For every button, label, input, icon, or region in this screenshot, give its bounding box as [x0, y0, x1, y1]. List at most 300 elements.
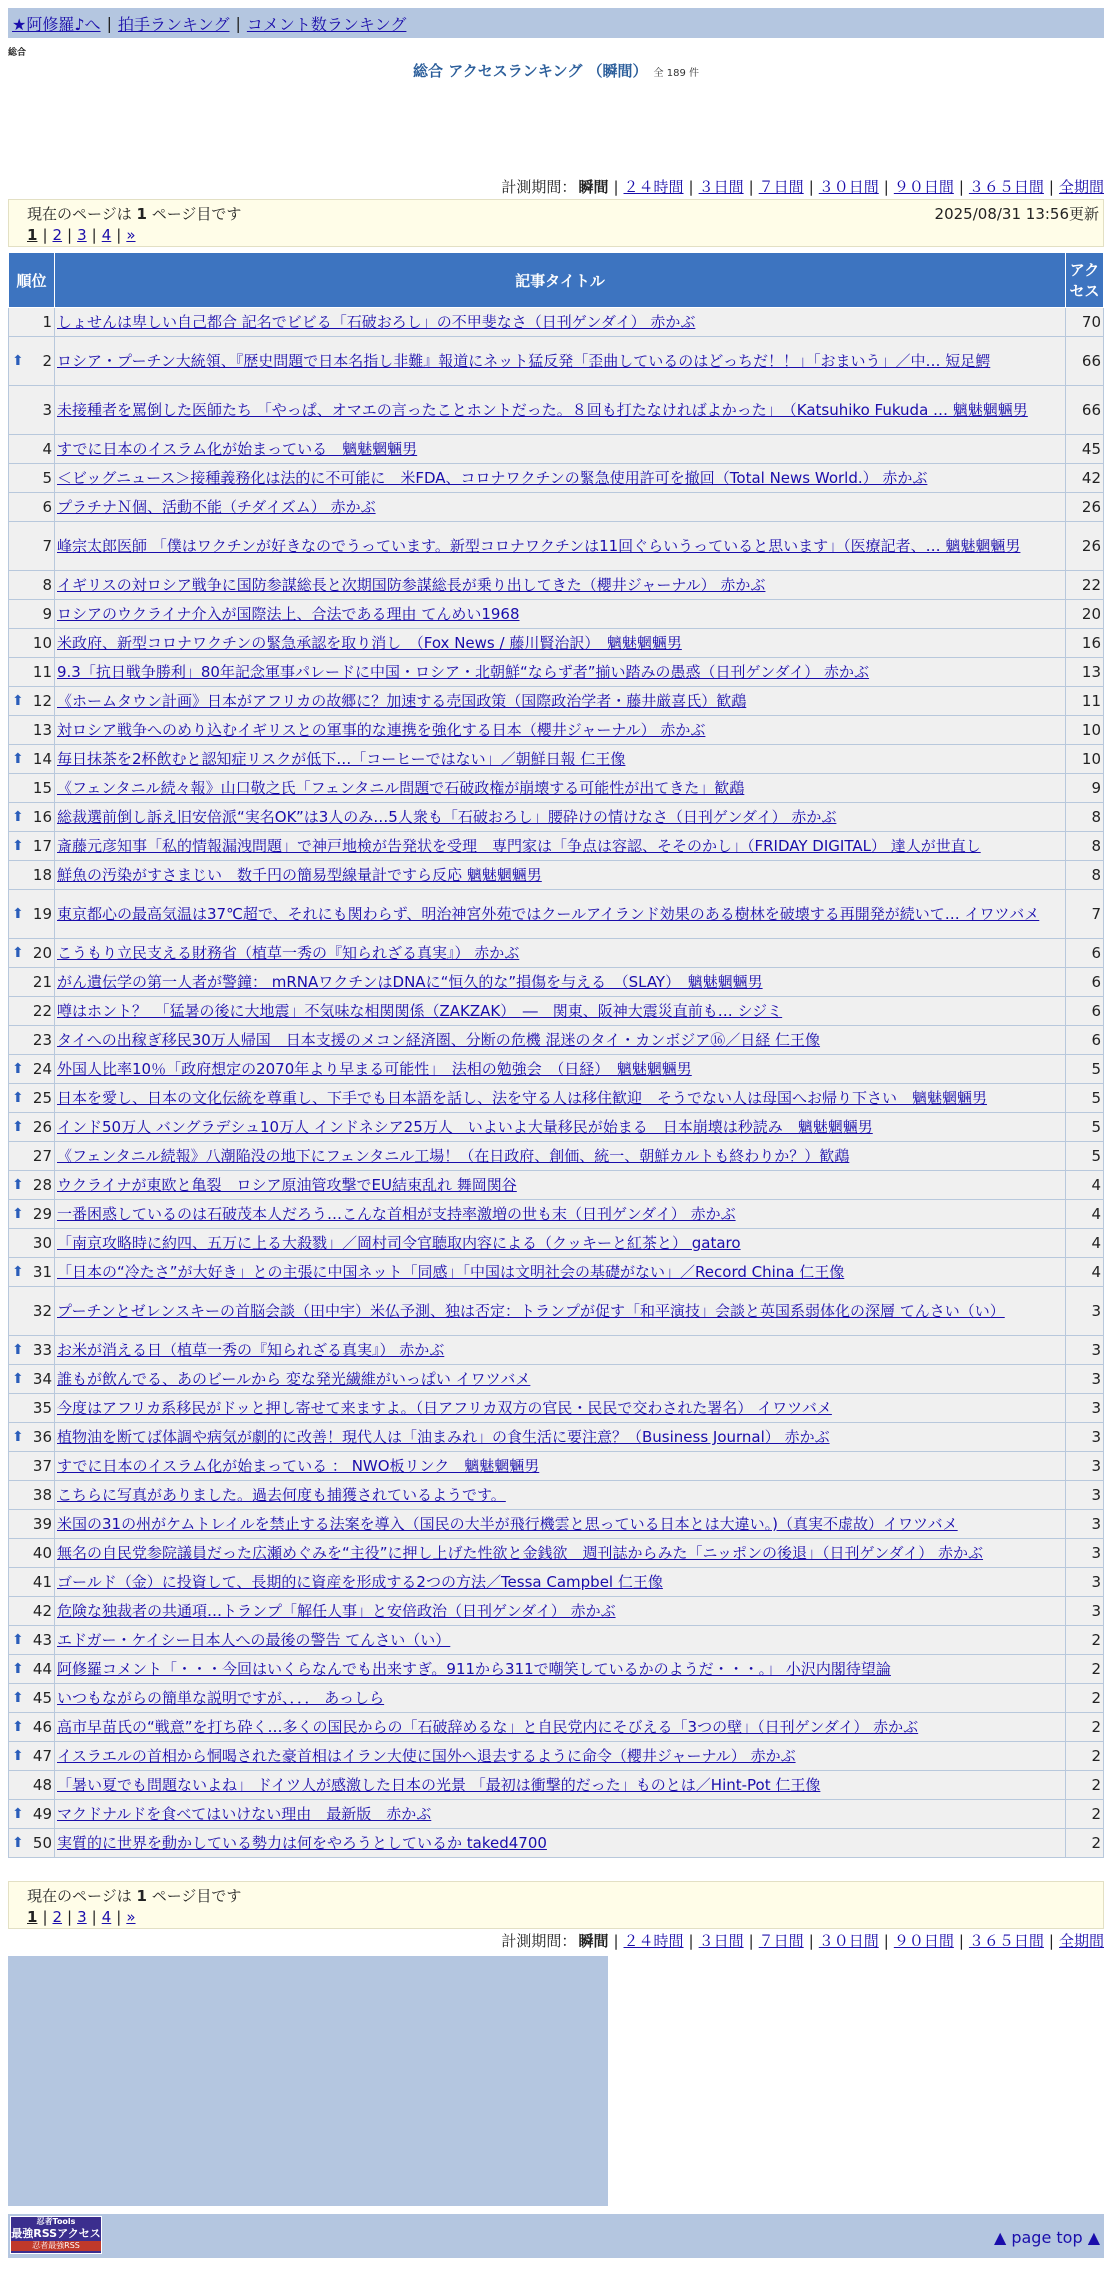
table-row — [9, 861, 1104, 890]
article-title-link[interactable]: ゴールド（金）に投資して、長期的に資産を形成する2つの方法／Tessa Campbel 仁王像 — [57, 1573, 663, 1591]
table-row — [9, 1800, 1104, 1829]
rank-number: 43 — [32, 1631, 52, 1649]
period-option-7-top[interactable]: 全期間 — [1058, 178, 1104, 196]
rank-number: 38 — [32, 1486, 52, 1504]
rank-number: 12 — [32, 692, 52, 710]
rank-cell — [9, 435, 55, 464]
article-title-link[interactable]: 高市早苗氏の“戦意”を打ち砕く…多くの国民からの「石破辞めるな」と自民党内にそびえる「3つの壁」（日刊ゲンダイ） 赤かぶ — [57, 1718, 919, 1736]
article-title-link[interactable]: インド50万人 バングラデシュ10万人 インドネシア25万人 いよいよ大量移民が始まる 日本崩壊は秒読み 魑魅魍魎男 — [57, 1118, 873, 1136]
table-row — [9, 1568, 1104, 1597]
period-option-5-bottom[interactable]: ９０日間 — [893, 1932, 954, 1950]
table-row — [9, 890, 1104, 939]
rank-cell — [9, 997, 55, 1026]
period-current: 瞬間 — [578, 178, 609, 196]
rank-cell — [9, 571, 55, 600]
period-option-4-bottom[interactable]: ３０日間 — [818, 1932, 879, 1950]
table-row — [9, 1365, 1104, 1394]
title-cell — [55, 968, 1066, 997]
table-row — [9, 687, 1104, 716]
title-cell — [55, 1084, 1066, 1113]
access-count: 3 — [1066, 1568, 1104, 1597]
access-count: 66 — [1066, 386, 1104, 435]
article-title-link[interactable]: こうもり立民支える財務省（植草一秀の『知られざる真実』） 赤かぶ — [57, 944, 520, 962]
table-row — [9, 832, 1104, 861]
table-row — [9, 1229, 1104, 1258]
page-next-link[interactable]: » — [126, 1908, 136, 1926]
article-title-link[interactable]: がん遺伝学の第一人者が警鐘： mRNAワクチンはDNAに“恒久的な”損傷を与える （SLAY） 魑魅魍魎男 — [57, 973, 763, 991]
rank-number: 36 — [32, 1428, 52, 1446]
rank-cell — [9, 968, 55, 997]
access-count: 3 — [1066, 1394, 1104, 1423]
rank-cell — [9, 1287, 55, 1336]
up-arrow-icon: ⬆ — [12, 1206, 24, 1222]
title-cell — [55, 1055, 1066, 1084]
table-row — [9, 1626, 1104, 1655]
up-arrow-icon: ⬆ — [12, 809, 24, 825]
col-access-header: アクセス — [1066, 253, 1104, 308]
rank-number: 22 — [32, 1002, 52, 1020]
up-arrow-icon: ⬆ — [12, 1429, 24, 1445]
article-title-link[interactable]: ロシアのウクライナ介入が国際法上、合法である理由 てんめい1968 — [57, 605, 520, 623]
table-row — [9, 1510, 1104, 1539]
table-header-row — [9, 253, 1104, 308]
up-arrow-icon: ⬆ — [12, 693, 24, 709]
rank-number: 47 — [32, 1747, 52, 1765]
home-link[interactable]: ★阿修羅♪へ — [12, 14, 101, 34]
rank-cell — [9, 1171, 55, 1200]
title-cell — [55, 493, 1066, 522]
period-selector-bottom: 計測期間： 瞬間 | ２４時間 | ３日間 | ７日間 | ３０日間 | ９０日間 | ３６５日間 | 全期間 — [501, 1932, 1104, 1950]
up-arrow-icon: ⬆ — [12, 1806, 24, 1822]
rank-number: 8 — [42, 576, 52, 594]
article-title-link[interactable]: 一番困惑しているのは石破茂本人だろう…こんな首相が支持率激増の世も末（日刊ゲンダイ） 赤かぶ — [57, 1205, 736, 1223]
title-cell — [55, 1771, 1066, 1800]
article-title-link[interactable]: タイへの出稼ぎ移民30万人帰国 日本支援のメコン経済圏、分断の危機 混迷のタイ・カンボジア⑯／日経 仁王像 — [57, 1031, 821, 1049]
table-row — [9, 386, 1104, 435]
rank-cell — [9, 1568, 55, 1597]
access-count: 3 — [1066, 1365, 1104, 1394]
access-count: 3 — [1066, 1336, 1104, 1365]
article-title-link[interactable]: こちらに写真がありました。過去何度も捕獲されているようです。 — [57, 1486, 506, 1504]
table-row — [9, 1055, 1104, 1084]
title-cell — [55, 1142, 1066, 1171]
rank-number: 11 — [32, 663, 52, 681]
rank-number: 15 — [32, 779, 52, 797]
article-title-link[interactable]: エドガー・ケイシー日本人への最後の警告 てんさい（い） — [57, 1631, 451, 1649]
rank-number: 19 — [32, 905, 52, 923]
rank-cell — [9, 1055, 55, 1084]
rank-cell — [9, 1800, 55, 1829]
table-row — [9, 1481, 1104, 1510]
rank-number: 10 — [32, 634, 52, 652]
rank-cell — [9, 687, 55, 716]
rank-cell — [9, 308, 55, 337]
article-title-link[interactable]: すでに日本のイスラム化が始まっている 魑魅魍魎男 — [57, 440, 418, 458]
article-title-link[interactable]: 無名の自民党参院議員だった広瀬めぐみを“主役”に押し上げた性欲と金銭欲 週刊誌からみた「ニッポンの後退」（日刊ゲンダイ） 赤かぶ — [57, 1544, 984, 1562]
rank-cell — [9, 1365, 55, 1394]
up-arrow-icon: ⬆ — [12, 1371, 24, 1387]
table-row — [9, 600, 1104, 629]
access-count: 2 — [1066, 1800, 1104, 1829]
title-cell — [55, 522, 1066, 571]
title-cell — [55, 1684, 1066, 1713]
rank-number: 46 — [32, 1718, 52, 1736]
article-title-link[interactable]: 「暑い夏でも問題ないよね」 ドイツ人が感激した日本の光景 「最初は衝撃的だった」ものとは／Hint-Pot 仁王像 — [57, 1776, 821, 1794]
rank-cell — [9, 1539, 55, 1568]
article-title-link[interactable]: 危険な独裁者の共通項…トランプ「解任人事」と安倍政治（日刊ゲンダイ） 赤かぶ — [57, 1602, 616, 1620]
access-count: 2 — [1066, 1684, 1104, 1713]
rank-cell — [9, 1200, 55, 1229]
rank-number: 45 — [32, 1689, 52, 1707]
table-row — [9, 803, 1104, 832]
period-label: 計測期間： — [501, 178, 577, 196]
up-arrow-icon: ⬆ — [12, 1690, 24, 1706]
article-title-link[interactable]: プーチンとゼレンスキーの首脳会談（田中宇）米仏予測、独は否定：トランプが促す「和平演技」会談と英国系弱体化の深層 てんさい（い） — [57, 1302, 1005, 1320]
page-next-link[interactable]: » — [126, 226, 136, 244]
title-cell — [55, 600, 1066, 629]
period-option-2-bottom[interactable]: ３日間 — [698, 1932, 744, 1950]
up-arrow-icon: ⬆ — [12, 1342, 24, 1358]
pager-top — [8, 199, 1104, 247]
article-title-link[interactable]: 阿修羅コメント「・・・今回はいくらなんでも出来すぎ。911から311で嘲笑しているかのようだ・・・。」 小沢内閣待望論 — [57, 1660, 891, 1678]
article-title-link[interactable]: 斎藤元彦知事「私的情報漏洩問題」で神戸地検が告発状を受理 専門家は「争点は容認、そそのかし」（FRIDAY DIGITAL） 達人が世直し — [57, 837, 981, 855]
table-row — [9, 1713, 1104, 1742]
article-title-link[interactable]: しょせんは卑しい自己都合 記名でビビる「石破おろし」の不甲斐なさ（日刊ゲンダイ） 赤かぶ — [57, 313, 696, 331]
up-arrow-icon: ⬆ — [12, 945, 24, 961]
title-cell — [55, 1336, 1066, 1365]
col-title-header: 記事タイトル — [55, 253, 1066, 308]
access-count: 4 — [1066, 1258, 1104, 1287]
rank-cell — [9, 939, 55, 968]
access-count: 16 — [1066, 629, 1104, 658]
current-page-text: 現在のページは 1 ページ目です — [27, 204, 242, 223]
current-page-number: 1 — [136, 1886, 147, 1905]
article-title-link[interactable]: 峰宗太郎医師 「僕はワクチンが好きなのでうっています。新型コロナワクチンは11回ぐらいうっていると思います」（医療記者、… 魑魅魍魎男 — [57, 537, 1021, 555]
article-title-link[interactable]: 対ロシア戦争へのめり込むイギリスとの軍事的な連携を強化する日本（櫻井ジャーナル） 赤かぶ — [57, 721, 706, 739]
rank-number: 31 — [32, 1263, 52, 1281]
ranking-table — [8, 252, 1104, 1858]
current-page-number: 1 — [136, 204, 147, 223]
table-row — [9, 571, 1104, 600]
table-row — [9, 1258, 1104, 1287]
rank-cell — [9, 861, 55, 890]
rank-number: 29 — [32, 1205, 52, 1223]
article-title-link[interactable]: イスラエルの首相から恫喝された豪首相はイラン大使に国外へ退去するように命令（櫻井ジャーナル） 赤かぶ — [57, 1747, 796, 1765]
up-arrow-icon: ⬆ — [12, 751, 24, 767]
rank-cell — [9, 1258, 55, 1287]
title-cell — [55, 571, 1066, 600]
rank-cell — [9, 629, 55, 658]
title-cell — [55, 1258, 1066, 1287]
period-label: 計測期間： — [501, 1932, 577, 1950]
access-count: 5 — [1066, 1055, 1104, 1084]
article-title-link[interactable]: 植物油を断てば体調や病気が劇的に改善！現代人は「油まみれ」の食生活に要注意？（Business Journal） 赤かぶ — [57, 1428, 830, 1446]
up-arrow-icon: ⬆ — [12, 1748, 24, 1764]
rank-cell — [9, 1655, 55, 1684]
period-option-5-top[interactable]: ９０日間 — [893, 178, 954, 196]
article-title-link[interactable]: 東京都心の最高気温は37℃超で、それにも関わらず、明治神宮外苑ではクールアイランド効果のある樹林を破壊する再開発が続いて… イワツバメ — [57, 905, 1040, 923]
article-title-link[interactable]: 噂はホント？ 「猛暑の後に大地震」不気味な相関関係（ZAKZAK） ― 関東、阪神大震災直前も… シジミ — [57, 1002, 783, 1020]
rank-number: 3 — [42, 401, 52, 419]
pager-info — [27, 202, 1103, 224]
title-cell — [55, 337, 1066, 386]
title-cell — [55, 1113, 1066, 1142]
page-link-2[interactable]: 2 — [52, 226, 63, 244]
article-title-link[interactable]: 《フェンタニル続々報》山口敬之氏「フェンタニル問題で石破政権が崩壊する可能性が出てきた」歓鵡 — [57, 779, 745, 797]
logo-line1: 忍者Tools — [36, 2217, 76, 2226]
article-title-link[interactable]: 毎日抹茶を2杯飲むと認知症リスクが低下…「コーヒーではない」／朝鮮日報 仁王像 — [57, 750, 626, 768]
title-cell — [55, 687, 1066, 716]
rank-cell — [9, 386, 55, 435]
total-count: 全 189 件 — [653, 68, 699, 79]
title-cell — [55, 832, 1066, 861]
page-links: 1 | 2 | 3 | 4 | » — [27, 226, 136, 244]
period-option-6-bottom[interactable]: ３６５日間 — [968, 1932, 1044, 1950]
table-row — [9, 1597, 1104, 1626]
access-count: 3 — [1066, 1287, 1104, 1336]
article-title-link[interactable]: すでに日本のイスラム化が始まっている ： NWO板リンク 魑魅魍魎男 — [57, 1457, 540, 1475]
access-count: 7 — [1066, 890, 1104, 939]
table-row — [9, 968, 1104, 997]
rank-number: 2 — [42, 352, 52, 370]
top-navigation: ★阿修羅♪へ | 拍手ランキング | コメント数ランキング — [8, 8, 1104, 38]
title-cell — [55, 716, 1066, 745]
access-count: 20 — [1066, 600, 1104, 629]
access-count: 2 — [1066, 1829, 1104, 1858]
table-row — [9, 997, 1104, 1026]
article-title-link[interactable]: 未接種者を罵倒した医師たち 「やっぱ、オマエの言ったことホントだった。８回も打たなければよかった」 （Katsuhiko Fukuda … 魑魅魍魎男 — [57, 401, 1028, 419]
rank-cell — [9, 522, 55, 571]
access-count: 6 — [1066, 1026, 1104, 1055]
rank-cell — [9, 1626, 55, 1655]
title-cell — [55, 745, 1066, 774]
rank-number: 5 — [42, 469, 52, 487]
access-count: 5 — [1066, 1113, 1104, 1142]
access-count: 6 — [1066, 997, 1104, 1026]
rank-cell — [9, 1829, 55, 1858]
up-arrow-icon: ⬆ — [12, 1632, 24, 1648]
access-count: 3 — [1066, 1452, 1104, 1481]
article-title-link[interactable]: 誰もが飲んでる、あのビールから 変な発光繊維がいっぱい イワツバメ — [57, 1370, 531, 1388]
rank-cell — [9, 1713, 55, 1742]
applause-ranking-link[interactable]: 拍手ランキング — [117, 14, 230, 34]
rank-cell — [9, 337, 55, 386]
article-title-link[interactable]: プラチナＮ個、活動不能（チダイズム） 赤かぶ — [57, 498, 376, 516]
rank-number: 41 — [32, 1573, 52, 1591]
period-option-3-top[interactable]: ７日間 — [758, 178, 804, 196]
rank-cell — [9, 1742, 55, 1771]
page-top-link[interactable]: ▲ page top ▲ — [993, 2228, 1100, 2247]
article-title-link[interactable]: 《フェンタニル続報》八潮陥没の地下にフェンタニル工場！（在日政府、創価、統一、朝鮮カルトも終わりか？）歓鵡 — [57, 1147, 850, 1165]
access-count: 2 — [1066, 1655, 1104, 1684]
table-row — [9, 1336, 1104, 1365]
rank-number: 13 — [32, 721, 52, 739]
title-cell — [55, 1742, 1066, 1771]
title-cell — [55, 861, 1066, 890]
access-count: 11 — [1066, 687, 1104, 716]
title-cell — [55, 464, 1066, 493]
advertisement-area — [8, 1956, 608, 2206]
rank-cell — [9, 1481, 55, 1510]
title-cell — [55, 1539, 1066, 1568]
access-count: 2 — [1066, 1626, 1104, 1655]
page-title-text: 総合 アクセスランキング （瞬間） — [413, 62, 648, 80]
title-cell — [55, 803, 1066, 832]
access-count: 22 — [1066, 571, 1104, 600]
access-count: 8 — [1066, 832, 1104, 861]
period-option-1-bottom[interactable]: ２４時間 — [623, 1932, 684, 1950]
table-row — [9, 1113, 1104, 1142]
category-label: 総合 — [8, 48, 27, 58]
article-title-link[interactable]: 日本を愛し、日本の文化伝統を尊重し、下手でも日本語を話し、法を守る人は移住歓迎 そうでない人は母国へお帰り下さい 魑魅魍魎男 — [57, 1089, 988, 1107]
rank-number: 18 — [32, 866, 52, 884]
table-row — [9, 1142, 1104, 1171]
rank-number: 28 — [32, 1176, 52, 1194]
access-count: 2 — [1066, 1771, 1104, 1800]
rank-number: 35 — [32, 1399, 52, 1417]
rank-number: 26 — [32, 1118, 52, 1136]
page-link-4[interactable]: 4 — [101, 1908, 112, 1926]
rank-number: 50 — [32, 1834, 52, 1852]
access-count: 4 — [1066, 1200, 1104, 1229]
period-option-1-top[interactable]: ２４時間 — [623, 178, 684, 196]
rank-cell — [9, 1452, 55, 1481]
col-rank-header: 順位 — [9, 253, 55, 308]
rank-cell — [9, 890, 55, 939]
rank-cell — [9, 493, 55, 522]
table-row — [9, 435, 1104, 464]
rank-number: 7 — [42, 537, 52, 555]
period-option-4-top[interactable]: ３０日間 — [818, 178, 879, 196]
page-link-3[interactable]: 3 — [77, 1908, 87, 1926]
article-title-link[interactable]: イギリスの対ロシア戦争に国防参謀総長と次期国防参謀総長が乗り出してきた（櫻井ジャーナル） 赤かぶ — [57, 576, 766, 594]
up-arrow-icon: ⬆ — [12, 1061, 24, 1077]
table-row — [9, 939, 1104, 968]
title-cell — [55, 1481, 1066, 1510]
article-title-link[interactable]: 米政府、新型コロナワクチンの緊急承認を取り消し （Fox News / 藤川賢治訳） 魑魅魍魎男 — [57, 634, 682, 652]
rank-number: 30 — [32, 1234, 52, 1252]
article-title-link[interactable]: 「南京攻略時に約四、五万に上る大殺戮」／岡村司令官聴取内容による（クッキーと紅茶と） gataro — [57, 1234, 741, 1252]
article-title-link[interactable]: いつもながらの簡単な説明ですが、．．． あっしら — [57, 1689, 385, 1707]
up-arrow-icon: ⬆ — [12, 353, 24, 369]
table-row — [9, 337, 1104, 386]
title-cell — [55, 1626, 1066, 1655]
page-link-2[interactable]: 2 — [52, 1908, 63, 1926]
access-count: 3 — [1066, 1423, 1104, 1452]
comment-ranking-link[interactable]: コメント数ランキング — [246, 14, 407, 34]
article-title-link[interactable]: 「日本の“冷たさ”が大好き」との主張に中国ネット「同感」「中国は文明社会の基礎がない」／Record China 仁王像 — [57, 1263, 845, 1281]
ranking-table-body — [9, 308, 1104, 1858]
page-links: 1 | 2 | 3 | 4 | » — [27, 1908, 136, 1926]
title-cell — [55, 997, 1066, 1026]
ninja-rss-logo[interactable] — [10, 2216, 102, 2254]
article-title-link[interactable]: 外国人比率10％「政府想定の2070年より早まる可能性」 法相の勉強会 （日経） 魑魅魍魎男 — [57, 1060, 692, 1078]
rank-number: 39 — [32, 1515, 52, 1533]
article-title-link[interactable]: ＜ビッグニュース＞接種義務化は法的に不可能に 米FDA、コロナワクチンの緊急使用許可を撤回（Total News World.） 赤かぶ — [57, 469, 928, 487]
page-link-3[interactable]: 3 — [77, 226, 87, 244]
article-title-link[interactable]: マクドナルドを食べてはいけない理由 最新版 赤かぶ — [57, 1805, 432, 1823]
access-count: 45 — [1066, 435, 1104, 464]
table-row — [9, 774, 1104, 803]
article-title-link[interactable]: お米が消える日（植草一秀の『知られざる真実』） 赤かぶ — [57, 1341, 445, 1359]
title-cell — [55, 939, 1066, 968]
period-option-3-bottom[interactable]: ７日間 — [758, 1932, 804, 1950]
rank-cell — [9, 658, 55, 687]
up-arrow-icon: ⬆ — [12, 1177, 24, 1193]
rank-number: 6 — [42, 498, 52, 516]
title-cell — [55, 1423, 1066, 1452]
table-row — [9, 629, 1104, 658]
rank-number: 33 — [32, 1341, 52, 1359]
access-count: 6 — [1066, 939, 1104, 968]
access-count: 4 — [1066, 1171, 1104, 1200]
period-option-2-top[interactable]: ３日間 — [698, 178, 744, 196]
rank-number: 21 — [32, 973, 52, 991]
article-title-link[interactable]: 《ホームタウン計画》日本がアフリカの故郷に？加速する売国政策（国際政治学者・藤井厳喜氏）歓鵡 — [57, 692, 747, 710]
access-count: 10 — [1066, 745, 1104, 774]
pager-bottom — [8, 1881, 1104, 1929]
title-cell — [55, 1200, 1066, 1229]
article-title-link[interactable]: 実質的に世界を動かしている勢力は何をやろうとしているか taked4700 — [57, 1834, 547, 1852]
article-title-link[interactable]: ウクライナが東欧と亀裂 ロシア原油管攻撃でEU結束乱れ 舞岡関谷 — [57, 1176, 517, 1194]
page-title — [0, 60, 1112, 81]
access-count: 13 — [1066, 658, 1104, 687]
rank-cell — [9, 1510, 55, 1539]
table-row — [9, 1655, 1104, 1684]
rank-cell — [9, 600, 55, 629]
article-title-link[interactable]: 総裁選前倒し訴え旧安倍派“実名OK”は3人のみ…5人衆も「石破おろし」腰砕けの情けなさ（日刊ゲンダイ） 赤かぶ — [57, 808, 837, 826]
table-row — [9, 1742, 1104, 1771]
rank-number: 24 — [32, 1060, 52, 1078]
title-cell — [55, 1365, 1066, 1394]
rank-number: 20 — [32, 944, 52, 962]
title-cell — [55, 1287, 1066, 1336]
access-count: 9 — [1066, 774, 1104, 803]
article-title-link[interactable]: 鮮魚の汚染がすさまじい 数千円の簡易型線量計ですら反応 魑魅魍魎男 — [57, 866, 542, 884]
rank-number: 23 — [32, 1031, 52, 1049]
table-row — [9, 1539, 1104, 1568]
table-row — [9, 1171, 1104, 1200]
title-cell — [55, 386, 1066, 435]
access-count: 3 — [1066, 1597, 1104, 1626]
access-count: 3 — [1066, 1510, 1104, 1539]
title-cell — [55, 774, 1066, 803]
title-cell — [55, 1655, 1066, 1684]
rank-number: 17 — [32, 837, 52, 855]
page-link-current: 1 — [27, 226, 38, 244]
page-link-4[interactable]: 4 — [101, 226, 112, 244]
rank-cell — [9, 1771, 55, 1800]
updated-timestamp: 2025/08/31 13:56更新 — [934, 204, 1099, 223]
access-count: 8 — [1066, 803, 1104, 832]
period-option-6-top[interactable]: ３６５日間 — [968, 178, 1044, 196]
table-row — [9, 1200, 1104, 1229]
rank-number: 14 — [32, 750, 52, 768]
footer — [8, 2214, 1104, 2258]
table-row — [9, 493, 1104, 522]
up-arrow-icon: ⬆ — [12, 906, 24, 922]
table-row — [9, 1684, 1104, 1713]
article-title-link[interactable]: ロシア・プーチン大統領、『歴史問題で日本名指し非難』報道にネット猛反発「歪曲しているのはどっちだ！！」「おまいう」／中… 短足鰐 — [57, 352, 991, 370]
access-count: 26 — [1066, 522, 1104, 571]
up-arrow-icon: ⬆ — [12, 1090, 24, 1106]
article-title-link[interactable]: 米国の31の州がケムトレイルを禁止する法案を導入（国民の大半が飛行機雲と思っている日本とは大違い。)（真実不虚故）イワツバメ — [57, 1515, 958, 1533]
period-option-7-bottom[interactable]: 全期間 — [1058, 1932, 1104, 1950]
article-title-link[interactable]: 今度はアフリカ系移民がドッと押し寄せて来ますよ。（日アフリカ双方の官民・民民で交わされた署名） イワツバメ — [57, 1399, 832, 1417]
table-row — [9, 658, 1104, 687]
article-title-link[interactable]: 9.3「抗日戦争勝利」80年記念軍事パレードに中国・ロシア・北朝鮮“ならず者”揃い踏みの愚惑（日刊ゲンダイ） 赤かぶ — [57, 663, 870, 681]
access-count: 3 — [1066, 1539, 1104, 1568]
